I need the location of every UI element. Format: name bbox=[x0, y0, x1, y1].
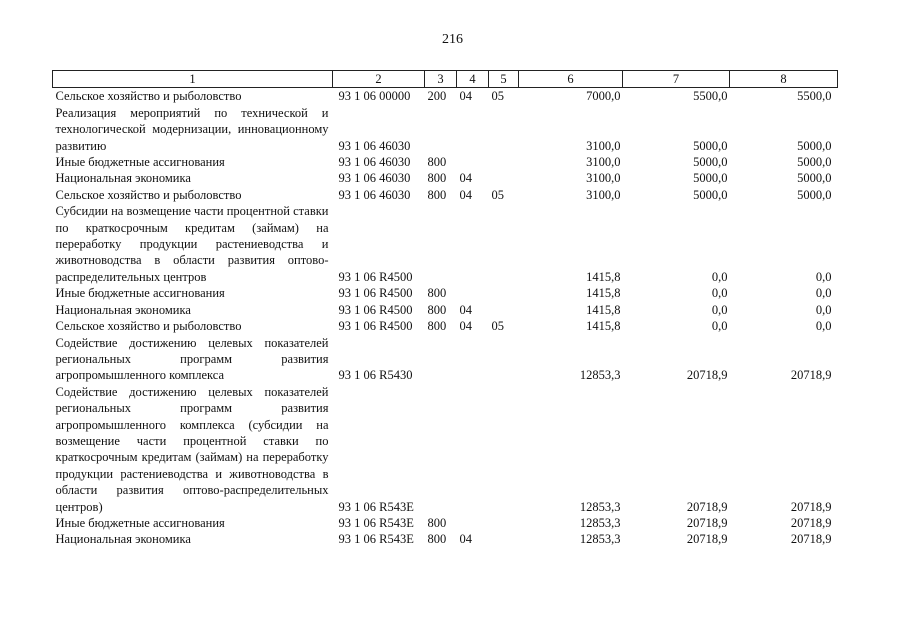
row-value8-cell: 0,0 bbox=[815, 269, 832, 284]
row-value7-cell: 0,0 bbox=[711, 319, 728, 334]
row-value8-cell: 5000,0 bbox=[797, 138, 832, 153]
row-value7-cell: 0,0 bbox=[711, 302, 728, 317]
row-col4-cell bbox=[457, 203, 489, 285]
header-row bbox=[53, 71, 838, 88]
row-name-cell: Реализация мероприятий по технической и технологической модернизации, инновационному развитию bbox=[55, 105, 329, 153]
row-value6-cell: 12853,3 bbox=[579, 368, 621, 383]
row-code-cell: 93 1 06 00000 bbox=[338, 89, 411, 104]
row-value8-cell: 20718,9 bbox=[790, 515, 832, 530]
row-col5-cell bbox=[489, 335, 519, 384]
row-code-cell: 93 1 06 R543E bbox=[338, 532, 414, 547]
table-row bbox=[53, 302, 838, 318]
row-code-cell: 93 1 06 R4500 bbox=[338, 286, 413, 301]
row-code-cell: 93 1 06 R543E bbox=[338, 499, 414, 514]
row-value6-cell: 3100,0 bbox=[586, 171, 621, 186]
row-value8-cell: 0,0 bbox=[815, 319, 832, 334]
row-code-cell: 93 1 06 46030 bbox=[338, 187, 411, 202]
row-code-cell: 93 1 06 R4500 bbox=[338, 302, 413, 317]
row-col5-cell: 05 bbox=[491, 89, 504, 104]
row-name-cell: Национальная экономика bbox=[55, 302, 191, 317]
column-header-8: 8 bbox=[730, 71, 838, 88]
row-col3-cell: 800 bbox=[427, 319, 447, 334]
row-col3-cell bbox=[425, 105, 457, 154]
row-code-cell: 93 1 06 46030 bbox=[338, 171, 411, 186]
table-row bbox=[53, 335, 838, 384]
row-name-cell: Иные бюджетные ассигнования bbox=[55, 515, 225, 530]
row-value7-cell: 5500,0 bbox=[693, 89, 728, 104]
row-col5-cell bbox=[489, 170, 519, 186]
table-row bbox=[53, 318, 838, 334]
row-value7-cell: 5000,0 bbox=[693, 171, 728, 186]
row-col5-cell bbox=[489, 105, 519, 154]
row-col4-cell: 04 bbox=[459, 319, 472, 334]
row-name-cell: Сельское хозяйство и рыболовство bbox=[55, 187, 242, 202]
row-col3-cell: 800 bbox=[427, 532, 447, 547]
row-value6-cell: 3100,0 bbox=[586, 155, 621, 170]
table-row bbox=[53, 285, 838, 301]
row-value8-cell: 0,0 bbox=[815, 286, 832, 301]
row-col4-cell bbox=[457, 285, 489, 301]
row-col3-cell bbox=[425, 384, 457, 515]
table-row bbox=[53, 515, 838, 531]
table-row bbox=[53, 384, 838, 515]
table-row bbox=[53, 105, 838, 154]
row-value8-cell: 5000,0 bbox=[797, 155, 832, 170]
table-row bbox=[53, 187, 838, 203]
column-header-3: 3 bbox=[425, 71, 457, 88]
row-value8-cell: 0,0 bbox=[815, 302, 832, 317]
budget-table bbox=[52, 70, 838, 548]
table-row bbox=[53, 531, 838, 547]
table-row bbox=[53, 88, 838, 105]
table-body bbox=[53, 88, 838, 548]
row-col4-cell bbox=[457, 105, 489, 154]
row-value8-cell: 5500,0 bbox=[797, 89, 832, 104]
row-col4-cell bbox=[457, 515, 489, 531]
row-col3-cell: 800 bbox=[427, 187, 447, 202]
row-col3-cell bbox=[425, 203, 457, 285]
row-col5-cell bbox=[489, 531, 519, 547]
row-col5-cell bbox=[489, 154, 519, 170]
row-col3-cell: 800 bbox=[427, 515, 447, 530]
row-col4-cell bbox=[457, 335, 489, 384]
row-value8-cell: 20718,9 bbox=[790, 368, 832, 383]
row-name-cell: Содействие достижению целевых показателей региональных программ развития агропромышленного комплекса bbox=[55, 335, 329, 383]
row-code-cell: 93 1 06 R4500 bbox=[338, 269, 413, 284]
row-name-cell: Содействие достижению целевых показателей региональных программ развития агропромышленного комплекса (субсидии на возмещение части процентной ставки по краткосрочным кредитам (займам) на переработку продукции растениеводства и животноводства в области развития оптово-распределительных центров) bbox=[55, 384, 329, 514]
column-header-1: 1 bbox=[53, 71, 333, 88]
row-name-cell: Национальная экономика bbox=[55, 532, 191, 547]
column-header-5: 5 bbox=[489, 71, 519, 88]
row-col3-cell: 800 bbox=[427, 286, 447, 301]
row-value7-cell: 20718,9 bbox=[686, 532, 728, 547]
row-col5-cell bbox=[489, 302, 519, 318]
row-code-cell: 93 1 06 R543E bbox=[338, 515, 414, 530]
row-value7-cell: 5000,0 bbox=[693, 187, 728, 202]
row-value6-cell: 3100,0 bbox=[586, 138, 621, 153]
row-col4-cell: 04 bbox=[459, 89, 472, 104]
row-value7-cell: 20718,9 bbox=[686, 499, 728, 514]
row-value7-cell: 5000,0 bbox=[693, 138, 728, 153]
row-col3-cell bbox=[425, 335, 457, 384]
row-name-cell: Иные бюджетные ассигнования bbox=[55, 155, 225, 170]
row-name-cell: Иные бюджетные ассигнования bbox=[55, 286, 225, 301]
column-header-4: 4 bbox=[457, 71, 489, 88]
table-row bbox=[53, 203, 838, 285]
row-name-cell: Сельское хозяйство и рыболовство bbox=[55, 89, 242, 104]
row-value7-cell: 20718,9 bbox=[686, 515, 728, 530]
row-value8-cell: 5000,0 bbox=[797, 171, 832, 186]
row-value6-cell: 1415,8 bbox=[586, 269, 621, 284]
row-col3-cell: 800 bbox=[427, 302, 447, 317]
row-col4-cell: 04 bbox=[459, 187, 472, 202]
row-name-cell: Национальная экономика bbox=[55, 171, 191, 186]
row-col4-cell: 04 bbox=[459, 302, 472, 317]
row-value6-cell: 12853,3 bbox=[579, 499, 621, 514]
row-value8-cell: 20718,9 bbox=[790, 499, 832, 514]
row-value6-cell: 3100,0 bbox=[586, 187, 621, 202]
row-col5-cell bbox=[489, 515, 519, 531]
row-col5-cell bbox=[489, 384, 519, 515]
row-col5-cell: 05 bbox=[491, 187, 504, 202]
row-col5-cell: 05 bbox=[491, 319, 504, 334]
table-row bbox=[53, 170, 838, 186]
row-code-cell: 93 1 06 46030 bbox=[338, 138, 411, 153]
row-col4-cell bbox=[457, 154, 489, 170]
row-col5-cell bbox=[489, 285, 519, 301]
page-number: 216 bbox=[442, 32, 463, 47]
row-value6-cell: 1415,8 bbox=[586, 286, 621, 301]
table-header bbox=[53, 71, 838, 88]
row-value6-cell: 12853,3 bbox=[579, 532, 621, 547]
table-row bbox=[53, 154, 838, 170]
row-col3-cell: 800 bbox=[427, 171, 447, 186]
row-value8-cell: 20718,9 bbox=[790, 532, 832, 547]
row-name-cell: Сельское хозяйство и рыболовство bbox=[55, 319, 242, 334]
row-col5-cell bbox=[489, 203, 519, 285]
row-name-cell: Субсидии на возмещение части процентной ставки по краткосрочным кредитам (займам) на переработку продукции растениеводства и животноводства в области развития оптово-распределительных центров bbox=[55, 204, 329, 284]
row-value7-cell: 20718,9 bbox=[686, 368, 728, 383]
row-code-cell: 93 1 06 R5430 bbox=[338, 368, 413, 383]
row-value7-cell: 0,0 bbox=[711, 286, 728, 301]
row-value6-cell: 7000,0 bbox=[586, 89, 621, 104]
row-value7-cell: 5000,0 bbox=[693, 155, 728, 170]
row-value7-cell: 0,0 bbox=[711, 269, 728, 284]
row-col4-cell: 04 bbox=[459, 532, 472, 547]
row-col3-cell: 800 bbox=[427, 155, 447, 170]
row-value6-cell: 1415,8 bbox=[586, 319, 621, 334]
row-value6-cell: 1415,8 bbox=[586, 302, 621, 317]
column-header-6: 6 bbox=[519, 71, 623, 88]
row-code-cell: 93 1 06 46030 bbox=[338, 155, 411, 170]
row-value6-cell: 12853,3 bbox=[579, 515, 621, 530]
row-value8-cell: 5000,0 bbox=[797, 187, 832, 202]
column-header-7: 7 bbox=[623, 71, 730, 88]
row-code-cell: 93 1 06 R4500 bbox=[338, 319, 413, 334]
row-col3-cell: 200 bbox=[427, 89, 447, 104]
row-col4-cell bbox=[457, 384, 489, 515]
row-col4-cell: 04 bbox=[459, 171, 472, 186]
column-header-2: 2 bbox=[333, 71, 425, 88]
